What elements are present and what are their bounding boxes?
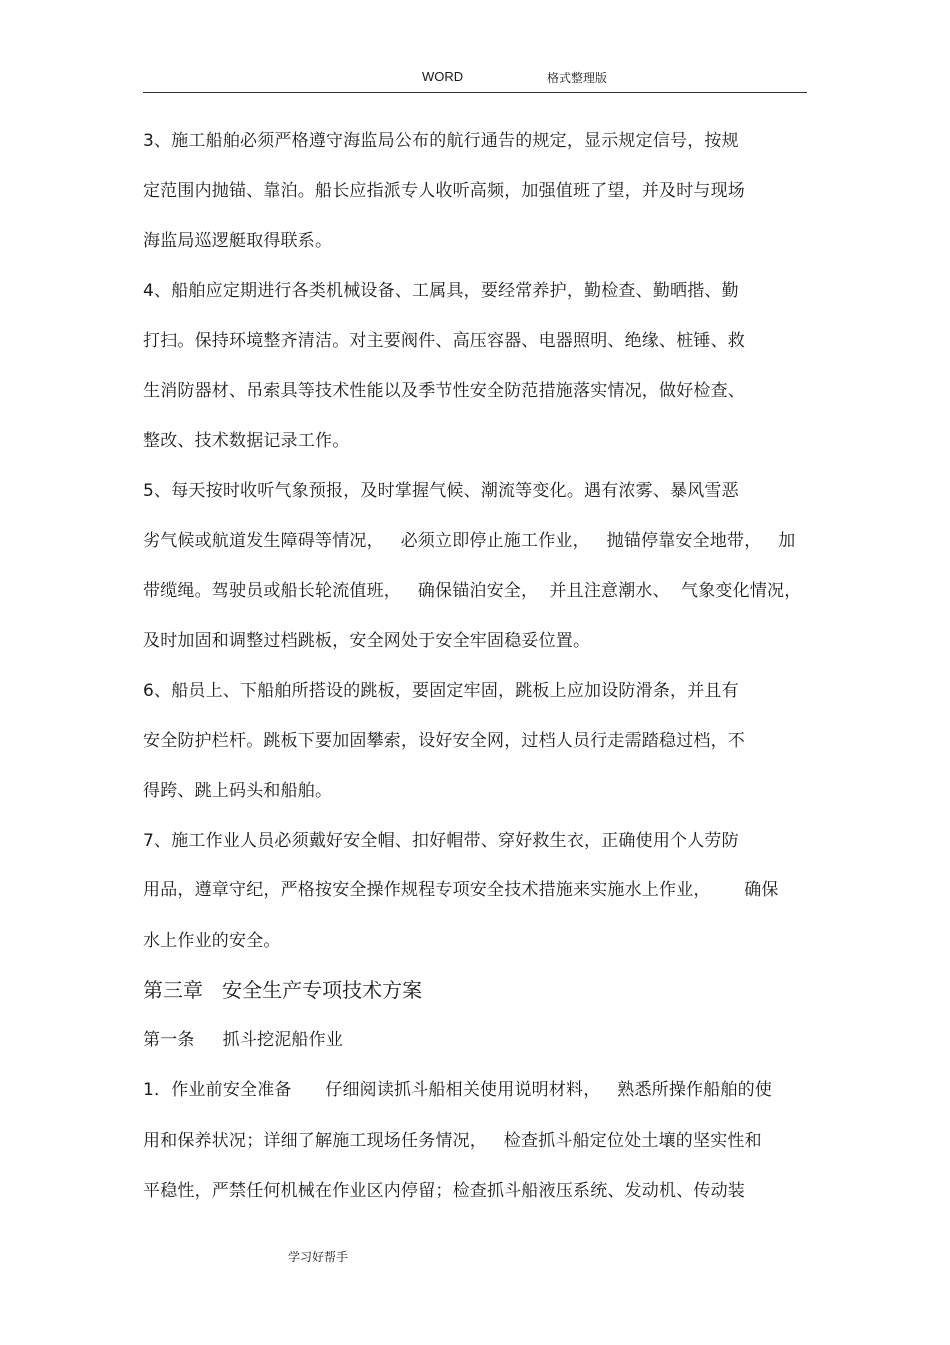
text-line: 带缆绳。驾驶员或船长轮流值班， 确保锚泊安全， 并且注意潮水、 气象变化情况， [143, 581, 802, 601]
text-line: 4、船舶应定期进行各类机械设备、工属具，要经常养护，勤检查、勤晒揩、勤 [143, 281, 739, 301]
text-line: 打扫。保持环境整齐清洁。对主要阀件、高压容器、电器照明、绝缘、桩锤、救 [143, 331, 745, 351]
chapter-title: 第三章 安全生产专项技术方案 [143, 978, 423, 1002]
text-line: 得跨、跳上码头和船舶。 [143, 781, 333, 801]
text-line: 1．作业前安全准备 仔细阅读抓斗船相关使用说明材料， 熟悉所操作船舶的使 [143, 1080, 773, 1100]
page-footer: 学习好帮手 [288, 1250, 349, 1264]
text-line: 用和保养状况；详细了解施工现场任务情况， 检查抓斗船定位处土壤的坚实性和 [143, 1131, 762, 1151]
page-header [143, 66, 807, 93]
text-line: 3、施工船舶必须严格遵守海监局公布的航行通告的规定，显示规定信号，按规 [143, 131, 739, 151]
text-line: 平稳性，严禁任何机械在作业区内停留；检查抓斗船液压系统、发动机、传动装 [143, 1181, 745, 1201]
text-line: 6、船员上、下船舶所搭设的跳板，要固定牢固，跳板上应加设防滑条，并且有 [143, 681, 739, 701]
text-line: 海监局巡逻艇取得联系。 [143, 231, 333, 251]
text-line: 整改、技术数据记录工作。 [143, 431, 350, 451]
text-line: 及时加固和调整过档跳板，安全网处于安全牢固稳妥位置。 [143, 631, 591, 651]
text-line: 7、施工作业人员必须戴好安全帽、扣好帽带、穿好救生衣，正确使用个人劳防 [143, 831, 739, 851]
header-word-label: WORD [422, 69, 464, 84]
text-line: 安全防护栏杆。跳板下要加固攀索，设好安全网，过档人员行走需踏稳过档，不 [143, 731, 745, 751]
section-title: 第一条 抓斗挖泥船作业 [143, 1030, 344, 1050]
text-line: 定范围内抛锚、靠泊。船长应指派专人收听高频，加强值班了望，并及时与现场 [143, 181, 745, 201]
text-line: 生消防器材、吊索具等技术性能以及季节性安全防范措施落实情况，做好检查、 [143, 381, 745, 401]
text-line: 用品，遵章守纪，严格按安全操作规程专项安全技术措施来实施水上作业， 确保 [143, 880, 779, 900]
header-format-label: 格式整理版 [547, 71, 608, 85]
text-line: 劣气候或航道发生障碍等情况， 必须立即停止施工作业， 抛锚停靠安全地带， 加 [143, 531, 796, 551]
text-line: 5、每天按时收听气象预报，及时掌握气候、潮流等变化。遇有浓雾、暴风雪恶 [143, 481, 739, 501]
text-line: 水上作业的安全。 [143, 931, 281, 951]
